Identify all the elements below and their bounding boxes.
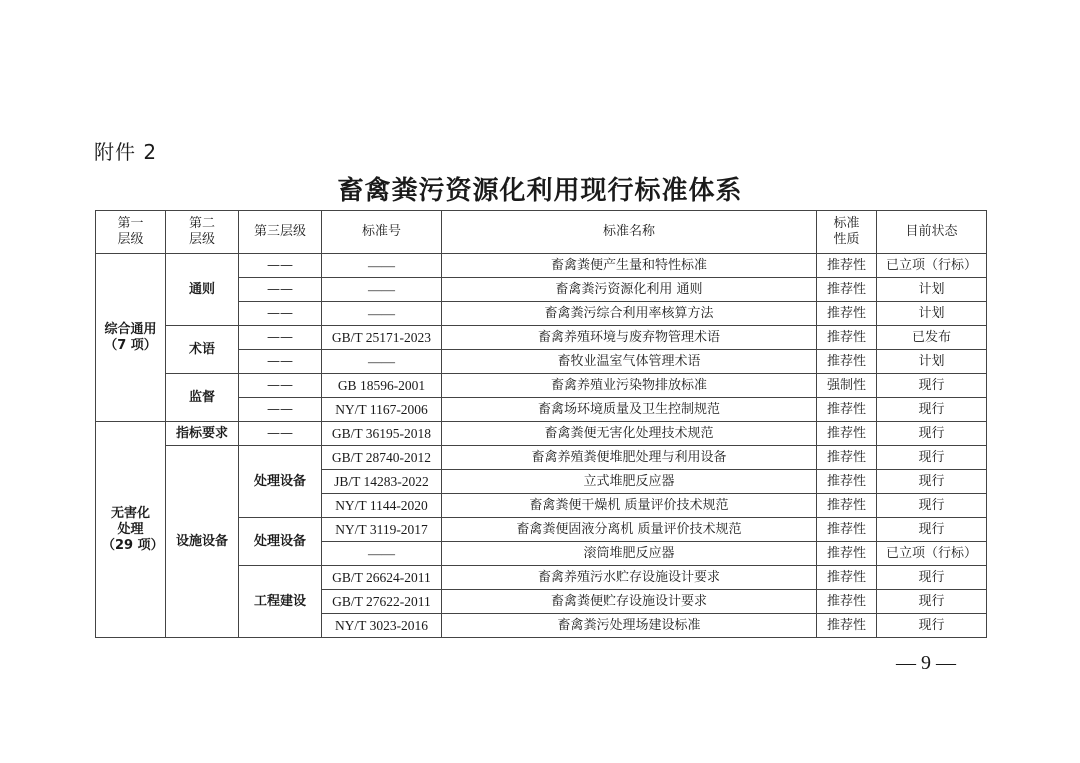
std-no-cell: GB/T 25171-2023 — [322, 326, 442, 350]
std-name-cell: 畜禽粪污处理场建设标准 — [442, 614, 817, 638]
status-cell: 现行 — [877, 446, 987, 470]
std-name-cell: 立式堆肥反应器 — [442, 470, 817, 494]
std-no-cell: JB/T 14283-2022 — [322, 470, 442, 494]
level3-cell: —— — [239, 302, 322, 326]
status-cell: 已发布 — [877, 326, 987, 350]
level3-engineering: 工程建设 — [239, 566, 322, 638]
std-name-cell: 畜禽养殖污水贮存设施设计要求 — [442, 566, 817, 590]
status-cell: 计划 — [877, 302, 987, 326]
status-cell: 现行 — [877, 518, 987, 542]
page-title: 畜禽粪污资源化利用现行标准体系 — [337, 176, 743, 206]
header-nature: 标准 性质 — [817, 211, 877, 254]
level3-cell: —— — [239, 350, 322, 374]
group-general: 综合通用 （7 项） — [96, 254, 166, 422]
nature-cell: 推荐性 — [817, 350, 877, 374]
std-name-cell: 畜禽养殖粪便堆肥处理与利用设备 — [442, 446, 817, 470]
status-cell: 已立项（行标） — [877, 542, 987, 566]
status-cell: 现行 — [877, 422, 987, 446]
subgroup-facilities: 设施设备 — [166, 446, 239, 638]
std-name-cell: 畜禽场环境质量及卫生控制规范 — [442, 398, 817, 422]
status-cell: 现行 — [877, 374, 987, 398]
nature-cell: 推荐性 — [817, 278, 877, 302]
std-name-cell: 畜禽粪便固液分离机 质量评价技术规范 — [442, 518, 817, 542]
header-level1: 第一 层级 — [96, 211, 166, 254]
table-row — [96, 446, 987, 470]
status-cell: 计划 — [877, 278, 987, 302]
status-cell: 现行 — [877, 590, 987, 614]
status-cell: 现行 — [877, 494, 987, 518]
std-no-cell: GB/T 28740-2012 — [322, 446, 442, 470]
std-name-cell: 滚筒堆肥反应器 — [442, 542, 817, 566]
status-cell: 现行 — [877, 614, 987, 638]
header-level2: 第二 层级 — [166, 211, 239, 254]
table-header-row — [96, 211, 987, 254]
nature-cell: 推荐性 — [817, 590, 877, 614]
std-no-cell: —— — [322, 254, 442, 278]
std-no-cell: GB/T 27622-2011 — [322, 590, 442, 614]
std-no-cell: GB/T 36195-2018 — [322, 422, 442, 446]
nature-cell: 推荐性 — [817, 422, 877, 446]
status-cell: 现行 — [877, 470, 987, 494]
std-name-cell: 畜禽粪污综合利用率核算方法 — [442, 302, 817, 326]
std-no-cell: —— — [322, 302, 442, 326]
nature-cell: 推荐性 — [817, 614, 877, 638]
nature-cell: 推荐性 — [817, 518, 877, 542]
std-name-cell: 畜禽粪便无害化处理技术规范 — [442, 422, 817, 446]
level3-cell: —— — [239, 422, 322, 446]
nature-cell: 推荐性 — [817, 326, 877, 350]
header-status: 目前状态 — [877, 211, 987, 254]
status-cell: 已立项（行标） — [877, 254, 987, 278]
subgroup-indicators: 指标要求 — [166, 422, 239, 446]
std-name-cell: 畜牧业温室气体管理术语 — [442, 350, 817, 374]
level3-cell: —— — [239, 278, 322, 302]
level3-processing-equipment: 处理设备 — [239, 446, 322, 518]
table-row — [96, 422, 987, 446]
nature-cell: 强制性 — [817, 374, 877, 398]
std-name-cell: 畜禽粪便贮存设施设计要求 — [442, 590, 817, 614]
std-no-cell: —— — [322, 350, 442, 374]
level3-cell: —— — [239, 326, 322, 350]
level3-cell: —— — [239, 254, 322, 278]
status-cell: 现行 — [877, 398, 987, 422]
std-no-cell: —— — [322, 542, 442, 566]
nature-cell: 推荐性 — [817, 302, 877, 326]
std-no-cell: NY/T 3023-2016 — [322, 614, 442, 638]
table-row — [96, 254, 987, 278]
level3-cell: —— — [239, 398, 322, 422]
nature-cell: 推荐性 — [817, 542, 877, 566]
std-no-cell: GB 18596-2001 — [322, 374, 442, 398]
subgroup-general-rules: 通则 — [166, 254, 239, 326]
std-name-cell: 畜禽粪污资源化利用 通则 — [442, 278, 817, 302]
std-name-cell: 畜禽粪便干燥机 质量评价技术规范 — [442, 494, 817, 518]
nature-cell: 推荐性 — [817, 494, 877, 518]
attachment-label: 附件 2 — [94, 140, 158, 164]
std-no-cell: GB/T 26624-2011 — [322, 566, 442, 590]
std-name-cell: 畜禽养殖业污染物排放标准 — [442, 374, 817, 398]
nature-cell: 推荐性 — [817, 398, 877, 422]
std-no-cell: NY/T 1144-2020 — [322, 494, 442, 518]
std-no-cell: NY/T 1167-2006 — [322, 398, 442, 422]
group-harmless: 无害化 处理 （29 项） — [96, 422, 166, 638]
header-level3: 第三层级 — [239, 211, 322, 254]
page-number: — 9 — — [896, 652, 956, 674]
table-row — [96, 374, 987, 398]
table-row — [96, 326, 987, 350]
standards-table — [95, 210, 987, 638]
subgroup-supervision: 监督 — [166, 374, 239, 422]
level3-cell: —— — [239, 374, 322, 398]
std-no-cell: —— — [322, 278, 442, 302]
status-cell: 计划 — [877, 350, 987, 374]
std-name-cell: 畜禽养殖环境与废弃物管理术语 — [442, 326, 817, 350]
subgroup-terminology: 术语 — [166, 326, 239, 374]
nature-cell: 推荐性 — [817, 446, 877, 470]
std-name-cell: 畜禽粪便产生量和特性标准 — [442, 254, 817, 278]
nature-cell: 推荐性 — [817, 566, 877, 590]
nature-cell: 推荐性 — [817, 254, 877, 278]
std-no-cell: NY/T 3119-2017 — [322, 518, 442, 542]
level3-processing-equipment-2: 处理设备 — [239, 518, 322, 566]
header-std-no: 标准号 — [322, 211, 442, 254]
header-std-name: 标准名称 — [442, 211, 817, 254]
status-cell: 现行 — [877, 566, 987, 590]
nature-cell: 推荐性 — [817, 470, 877, 494]
